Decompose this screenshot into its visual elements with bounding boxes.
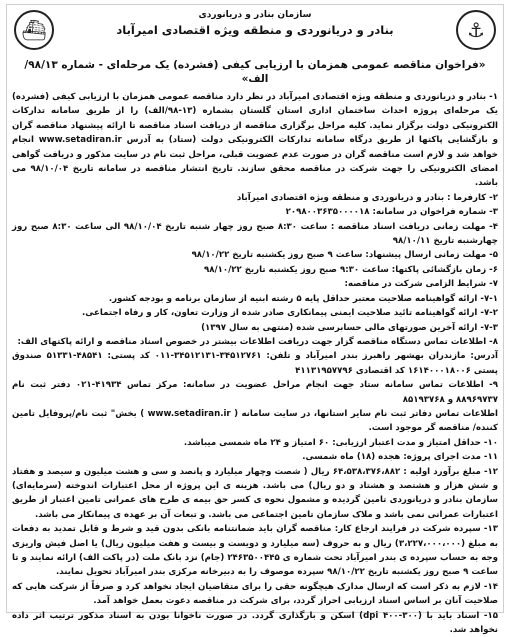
notice-header: [12, 10, 498, 56]
notice-item: ۷- شرایط الزامی شرکت در مناقصه:: [344, 279, 498, 290]
notice-item: آدرس: مازندران بهشهر راهبرز بندر امیرآباد و تلفن: ۳۴۵۱۲۷۶۱-۳۴۵۱۲۱۳۱-۰۱۱ کد پستی: ۴۸۵۴۱-۵۱۳۳۱ صندوق پستی ۱۶۱۴۰۰۰۱۸۰۰۶ کد اقتصادی ۴۱۱۳۱۹۵۷۷۹۶: [12, 351, 498, 376]
notice-item: ۷-۱- ارائه گواهینامه صلاحیت معتبر حداقل پایه ۵ رشته ابنیه از سازمان برنامه و بودجه کشور.: [108, 293, 498, 304]
notice-item: ۱۳- سپرده شرکت در فرایند ارجاع کار: مناقصه گران باید ضمانتنامه بانکی بدون قید و شرط و قابل تمدید به دفعات به مبلغ (۳،۲۲۷،۰۰۰،۰۰۰) ریال و به حروف (سه میلیارد و دویست و بیست و هفت میلیون ریال) یا اصل فیش واریزی وجه به حساب سپرده ی بندر امیرآباد تحت شماره ی ۲۴۶۳۵۰۰۴۴۵ (جام) نزد بانک ملت (در پاکت الف) ارائه نمایند و تا ساعت ۹ صبح روز یکشنبه تاریخ ۹۸/۱۰/۲۲ سپرده موصوف را به دبیرخانه مرکزی بندر امیرآباد تحویل نمایند.: [12, 524, 499, 578]
ports-maritime-emblem-icon: ⚓: [456, 10, 496, 50]
notice-item: ۱۵- اسناد باید با (dpi ۴۰۰-۳۰۰) اسکن و بارگذاری گردد. در صورت ناخوانا بودن به اسناد مذکور ترتیب اثر داده نخواهد شد.: [12, 610, 499, 636]
organization-subtitle: سازمان بنادر و دریانوردی: [198, 10, 312, 20]
notice-item: ۶- زمان بازگشائی پاکتها: ساعت ۹:۳۰ صبح روز یکشنبه تاریخ ۹۸/۱۰/۲۲: [203, 264, 498, 275]
notice-item: ۷-۳- ارائه آخرین صورتهای مالی حسابرسی شده (منتهی به سال ۱۳۹۷): [201, 322, 498, 333]
notice-item: ۱۴- لازم به ذکر است که ارسال مدارک هیچگونه حقی را برای متقاضیان ایجاد نخواهد کرد و صرفاً از شرکت هایی که صلاحیت آنان بر اساس اسناد ارزیابی احراز گردد، برای شرکت در مناقصه دعوت بعمل خواهد آمد.: [12, 581, 498, 607]
amirabad-port-emblem-icon: ⛴: [14, 10, 54, 50]
notice-body: [12, 90, 498, 637]
notice-item: ۱۰- حداقل امتیاز و مدت اعتبار ارزیابی: ۶۰ امتیاز و ۲۴ ماه شمسی میباشد.: [183, 437, 498, 448]
notice-item: ۲- کارفرما : بنادر و دریانوردی و منطقه ویژه اقتصادی امیرآباد: [236, 192, 498, 203]
notice-item: ۴- مهلت زمانی دریافت اسناد مناقصه : ساعت ۸:۳۰ صبح روز چهار شنبه تاریخ ۹۸/۱۰/۰۴ الی ساعت ۸:۳۰ صبح روز چهارشنبه تاریخ ۹۸/۱۰/۱۱: [12, 221, 498, 247]
notice-title: «فراخوان مناقصه عمومی همزمان با ارزیابی کیفی (فشرده) یک مرحله‌ای - شماره ۹۸/۱۳/الف»: [24, 59, 486, 85]
notice-item: ۳- شماره فراخوان در سامانه: ۲۰۹۸۰۰۳۶۳۵۰۰۰۰۱۸: [285, 207, 498, 218]
notice-item: ۷-۲- ارائه گواهینامه تائید صلاحیت ایمنی پیمانکاری صادر شده از وزارت تعاون، کار و رفاه اجتماعی.: [82, 308, 498, 319]
notice-item: ۱۲- مبلغ برآورد اولیه : ۶۴،۵۳۸،۳۷۶،۸۸۲ ریال ( شصت وچهار میلیارد و پانصد و سی و هشت میلیون و سیصد و هفتاد و شش هزار و هشتصد و هشتاد و دو ریال) می باشد. هزینه ی این پروژه از محل اعتبارات اندوخته (سرمایه‌ای) سازمان بنادر و دریانوردی تامین گردیده و مشمول نحوه ی کسر حق بیمه ی طرح های عمرانی تامین اعتبار از طریق اعتبارات عمرانی نمی باشد و ملاک سازمان تامین اجتماعی می باشد. و تبعات آن بر عهده ی پیمانکار می باشد.: [12, 466, 499, 520]
notice-page: [6, 4, 504, 636]
notice-item: ۱- بنادر و دریانوردی و منطقه ویژه اقتصادی امیرآباد در نظر دارد مناقصه عمومی همزمان با ارزیابی کیفی (فشرده) یک مرحله‌ای پروژه احداث ساختمان اداری استان گلستان بشماره (۱۳-۹۸/الف) را از طریق سامانه تدارکات الکترونیکی دولت برگزار نماید. کلیه مراحل برگزاری مناقصه از دریافت اسناد مناقصه تا ارائه پیشنهاد مناقصه گران و بازگشایی پاکتها از طریق درگاه سامانه تدارکات الکترونیکی دولت (ستاد) به آدرس www.setadiran.ir انجام خواهد شد و لازم است مناقصه گران در صورت عدم عضویت قبلی، مراحل ثبت نام در سایت مذکور و دریافت گواهی امضای الکترونیکی را جهت شرکت در مناقصه محقق سازند. تاریخ انتشار مناقصه در سامانه تاریخ ۹۸/۱۰/۰۴ می باشد.: [12, 92, 498, 189]
notice-item: اطلاعات تماس دفاتر ثبت نام سایر استانها، در سایت سامانه ( www.setadiran.ir ) بخش" ثبت نام/پروفایل تامین کننده/ مناقصه گر موجود است.: [12, 408, 498, 434]
notice-item: ۵- مهلت زمانی ارسال پیشنهاد: ساعت ۹ صبح روز یکشنبه تاریخ ۹۸/۱۰/۲۲: [191, 250, 498, 261]
notice-item: ۹- اطلاعات تماس سامانه ستاد جهت انجام مراحل عضویت در سامانه: مرکز تماس ۴۱۹۳۴-۰۲۱ دفتر ثبت نام ۸۸۹۶۹۷۳۷ و ۸۵۱۹۳۷۶۸: [12, 380, 498, 405]
organization-title: بنادر و دریانوردی و منطقه ویژه اقتصادی امیرآباد: [116, 23, 394, 37]
notice-item: ۸- اطلاعات تماس دستگاه مناقصه گزار جهت دریافت اطلاعات بیشتر در خصوص اسناد مناقصه و ارائه پاکتهای الف:: [17, 336, 498, 347]
notice-item: ۱۱- مدت اجرای پروژه: هجده (۱۸) ماه شمسی.: [302, 452, 498, 463]
